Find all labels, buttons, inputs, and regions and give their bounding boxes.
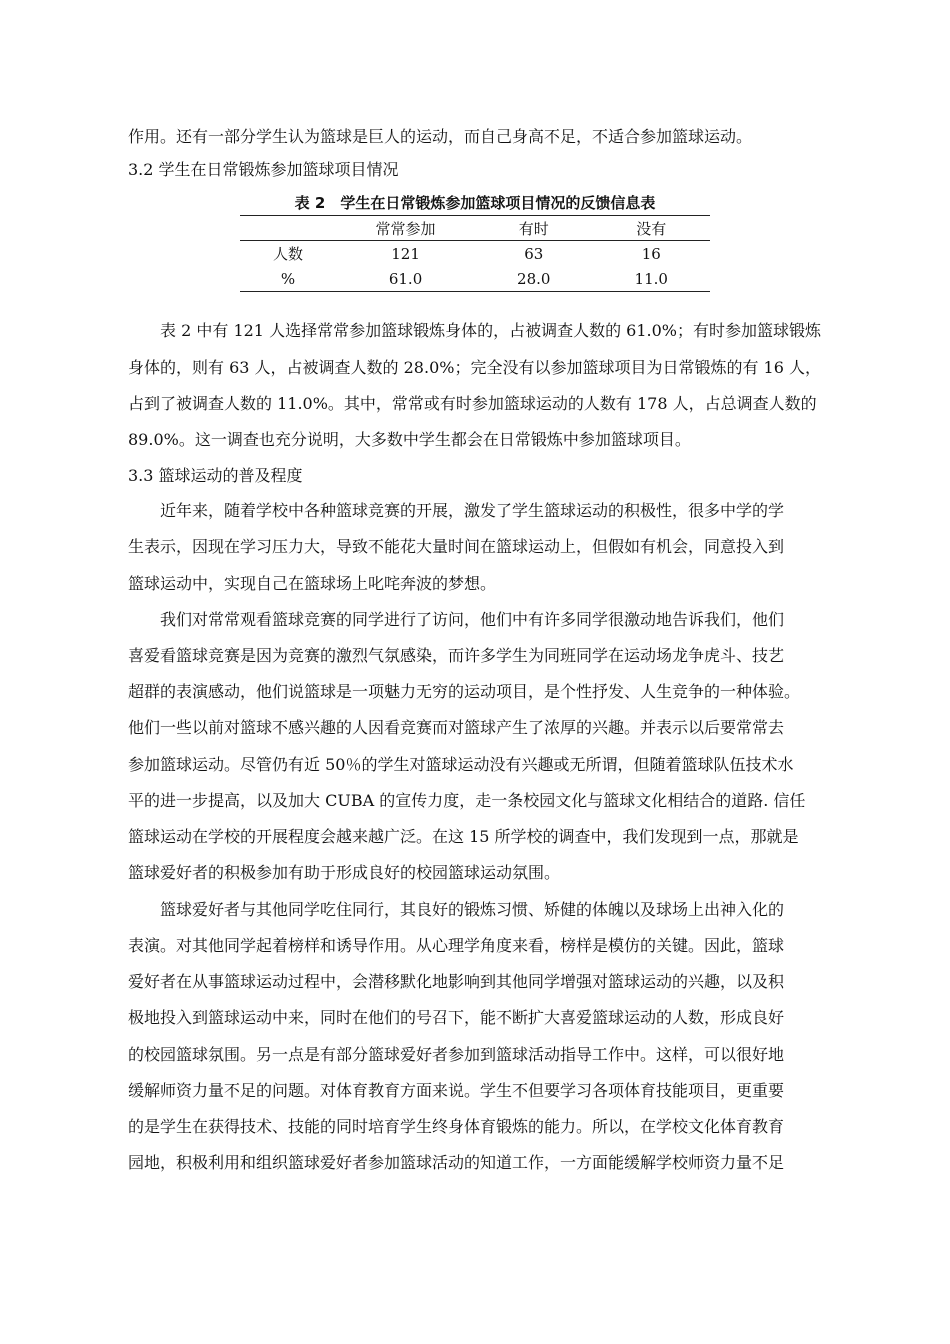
paragraph-line: 篮球爱好者与其他同学吃住同行，其良好的锻炼习惯、矫健的体魄以及球场上出神入化的 (160, 900, 785, 919)
paragraph-line: 超群的表演感动，他们说篮球是一项魅力无穷的运动项目，是个性抒发、人生竞争的一种体验。 (128, 682, 801, 701)
table-cell: 61.0 (336, 266, 475, 292)
table-cell: 16 (641, 244, 661, 263)
paragraph-line: 近年来，随着学校中各种篮球竞赛的开展，激发了学生篮球运动的积极性，很多中学的学 (160, 501, 785, 520)
paragraph-line: 参加篮球运动。尽管仍有近 50％的学生对篮球运动没有兴趣或无所谓，但随着篮球队伍技术水 (128, 755, 794, 774)
paragraph-line: 身体的，则有 63 人，占被调查人数的 28.0%；完全没有以参加篮球项目为日常锻炼的有 16 人， (128, 358, 821, 377)
paragraph-line: 篮球运动中，实现自己在篮球场上叱咤奔波的梦想。 (128, 574, 497, 593)
paragraph-line: 缓解师资力量不足的问题。对体育教育方面来说。学生不但要学习各项体育技能项目，更重要 (128, 1081, 785, 1100)
paragraph-line: 表 2 中有 121 人选择常常参加篮球锻炼身体的，占被调查人数的 61.0%；有时参加篮球锻炼 (160, 321, 821, 340)
paragraph-line: 的校园篮球氛围。另一点是有部分篮球爱好者参加到篮球活动指导工作中。这样，可以很好地 (128, 1045, 785, 1064)
section-heading-3-3: 3.3 篮球运动的普及程度 (128, 466, 303, 485)
paragraph-line: 平的进一步提高，以及加大 CUBA 的宣传力度，走一条校园文化与篮球文化相结合的道路. 信任 (128, 791, 806, 810)
table-header-row (240, 216, 710, 241)
table-header-cell: 没有 (592, 216, 710, 241)
paragraph-line: 的是学生在获得技术、技能的同时培育学生终身体育锻炼的能力。所以，在学校文化体育教育 (128, 1117, 785, 1136)
table-cell: % (240, 266, 336, 292)
table-cell: 人数 (273, 245, 304, 263)
text-line: 作用。还有一部分学生认为篮球是巨人的运动，而自己身高不足，不适合参加篮球运动。 (128, 127, 753, 146)
table-cell: 121 (391, 244, 420, 263)
table-row (240, 241, 710, 267)
paragraph-line: 他们一些以前对篮球不感兴趣的人因看竞赛而对篮球产生了浓厚的兴趣。并表示以后要常常去 (128, 718, 785, 737)
paragraph-line: 极地投入到篮球运动中来，同时在他们的号召下，能不断扩大喜爱篮球运动的人数，形成良好 (128, 1008, 785, 1027)
table-row (240, 266, 710, 292)
feedback-table (240, 215, 710, 292)
table-title: 表 2 学生在日常锻炼参加篮球项目情况的反馈信息表 (294, 194, 656, 212)
paragraph-line: 表演。对其他同学起着榜样和诱导作用。从心理学角度来看，榜样是模仿的关键。因此，篮球 (128, 936, 785, 955)
paragraph-line: 园地，积极利用和组织篮球爱好者参加篮球活动的知道工作，一方面能缓解学校师资力量不足 (128, 1153, 785, 1172)
paragraph-line: 我们对常常观看篮球竞赛的同学进行了访问，他们中有许多同学很激动地告诉我们，他们 (160, 610, 785, 629)
paragraph-line: 生表示，因现在学习压力大，导致不能花大量时间在篮球运动上，但假如有机会，同意投入到 (128, 537, 785, 556)
table-cell: 63 (524, 244, 544, 263)
table-header-cell: 常常参加 (336, 216, 475, 241)
paragraph-line: 爱好者在从事篮球运动过程中，会潜移默化地影响到其他同学增强对篮球运动的兴趣，以及积 (128, 972, 785, 991)
table-cell: 11.0 (592, 266, 710, 292)
paragraph-line: 篮球爱好者的积极参加有助于形成良好的校园篮球运动氛围。 (128, 863, 561, 882)
paragraph-line: 篮球运动在学校的开展程度会越来越广泛。在这 15 所学校的调查中，我们发现到一点，那就是 (128, 827, 799, 846)
paragraph-line: 喜爱看篮球竞赛是因为竞赛的激烈气氛感染，而许多学生为同班同学在运动场龙争虎斗、技艺 (128, 646, 785, 665)
table-header-cell: 有时 (475, 216, 593, 241)
paragraph-line: 89.0%。这一调查也充分说明，大多数中学生都会在日常锻炼中参加篮球项目。 (128, 430, 691, 449)
paragraph-line: 占到了被调查人数的 11.0%。其中，常常或有时参加篮球运动的人数有 178 人，占总调查人数的 (128, 394, 817, 413)
table-header-cell (240, 216, 336, 241)
table-cell: 28.0 (475, 266, 593, 292)
section-heading-3-2: 3.2 学生在日常锻炼参加篮球项目情况 (128, 160, 399, 179)
